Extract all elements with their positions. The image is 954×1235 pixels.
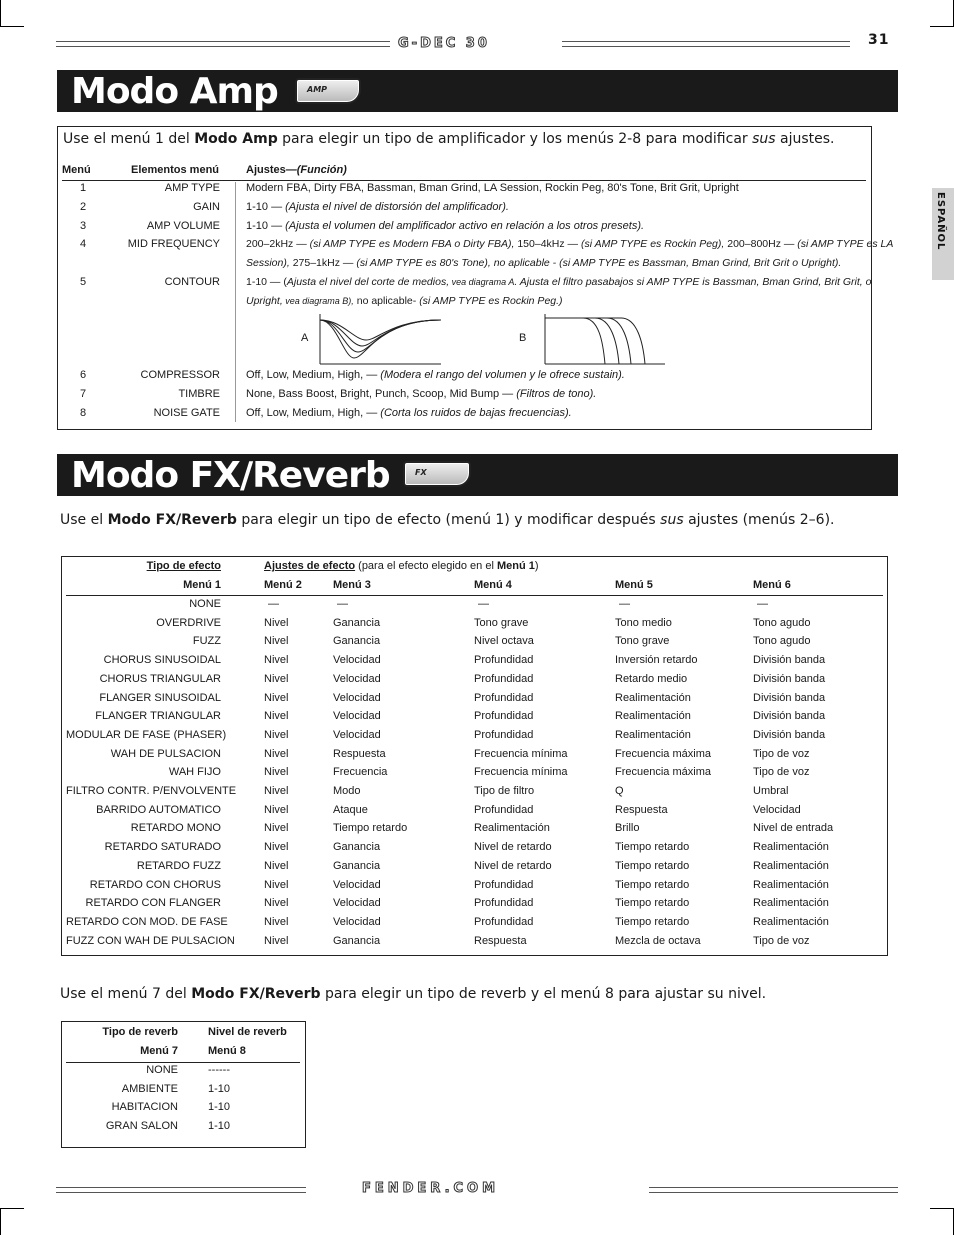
fx-cell-menu6: Umbral [753,785,789,797]
fx-cell-menu4: Nivel de retardo [474,841,552,854]
fx-cell-menu2: Nivel [264,691,289,704]
fx-cell-menu6: Tipo de voz [753,766,810,779]
fx-cell-menu4: Profundidad [474,878,534,891]
fx-cell-menu4: Nivel octava [474,635,534,648]
fx-effect-type: BARRIDO AUTOMATICO [96,803,221,816]
fx-cell-menu5: Realimentación [615,728,691,741]
fx-cell-menu2: Nivel [264,897,289,910]
footer-website: FENDER.COM [362,1181,500,1196]
fx-cell-menu3: Velocidad [333,915,381,928]
fx-cell-menu2: Nivel [264,672,289,685]
amp-col-menu-header: Menú [62,164,91,176]
fx-cell-menu5: Tiempo retardo [615,878,690,891]
fx-effect-type: FILTRO CONTR. P/ENVOLVENTE [66,785,237,797]
language-tab: ESPAÑOL [932,188,954,280]
fx-section-banner [57,454,898,496]
fx-cell-menu3: Ganancia [333,859,381,872]
amp-row-value: None, Bass Boost, Bright, Punch, Scoop, Mid Bump — (Filtros de tono). [246,388,597,400]
fx-cell-menu3: Velocidad [333,728,381,741]
fx-effect-type: WAH FIJO [168,766,221,779]
fx-cell-menu4: Frecuencia mínima [474,747,568,760]
amp-row-number: 8 [80,407,87,419]
amp-row-value: 1-10 — (Ajusta el volumen del amplificador activo en relación a los otros presets). [246,220,645,232]
fx-cell-menu6: Realimentación [753,878,829,891]
amp-row-number: 6 [80,369,87,381]
reverb-level: 1-10 [208,1120,231,1133]
diagram-a-label: A [301,332,309,344]
amp-row-value: 1-10 — (Ajusta el nivel de distorsión del amplificador). [246,201,509,213]
reverb-type: NONE [146,1064,178,1076]
fx-cell-menu4: Profundidad [474,710,534,723]
fx-cell-menu6: Tipo de voz [753,934,810,947]
fx-col-menu2-header: Menú 2 [264,579,302,591]
fx-cell-menu5: Inversión retardo [615,654,698,667]
diagram-b-label: B [519,332,527,344]
header-rule-right [562,40,850,49]
fx-cell-menu3: Ganancia [333,934,381,947]
fx-effect-type: RETARDO CON CHORUS [89,878,221,891]
amp-row-element: GAIN [193,201,220,213]
amp-row-value: Modern FBA, Dirty FBA, Bassman, Bman Grind, LA Session, Rockin Peg, 80's Tone, Brit Grit, Upright [246,182,739,194]
amp-row-element: MID FREQUENCY [127,238,220,250]
fx-cell-menu5: Mezcla de octava [615,934,701,947]
fx-cell-menu6: Realimentación [753,859,829,872]
fx-cell-menu6: — [757,598,768,610]
fx-effect-type: RETARDO CON MOD. DE FASE [66,915,228,928]
fx-effect-type: FUZZ CON WAH DE PULSACION [66,934,235,947]
fx-cell-menu3: Tiempo retardo [333,822,408,835]
fx-mode-button: FX [403,461,471,487]
fx-cell-menu6: Realimentación [753,841,829,854]
fx-cell-menu6: Realimentación [753,897,829,910]
amp-header-rule [62,180,866,181]
fx-effect-type: FUZZ [192,635,221,648]
fx-cell-menu3: Frecuencia [333,766,388,779]
fx-cell-menu2: Nivel [264,766,289,779]
fx-cell-menu3: Ganancia [333,635,381,648]
fx-col-menu4-header: Menú 4 [474,579,512,591]
fx-effect-type: RETARDO MONO [130,822,221,835]
fx-cell-menu2: Nivel [264,859,289,872]
fx-cell-menu6: Tipo de voz [753,747,810,760]
fx-effect-type: CHORUS TRIANGULAR [99,672,221,685]
amp-row-number: 5 [80,276,87,288]
fx-cell-menu2: Nivel [264,785,289,797]
reverb-col-menu7-header: Menú 7 [140,1045,178,1057]
fx-cell-menu5: — [619,598,630,610]
fx-cell-menu5: Tiempo retardo [615,859,690,872]
fx-cell-menu4: Tipo de filtro [474,785,535,797]
amp-col-elements-header: Elementos menú [131,164,220,176]
fx-cell-menu6: Velocidad [753,803,801,816]
fx-cell-menu5: Tiempo retardo [615,915,690,928]
reverb-type: HABITACION [111,1101,178,1114]
fx-cell-menu4: Profundidad [474,897,534,910]
fx-cell-menu5: Frecuencia máxima [615,747,711,760]
amp-row-element: AMP TYPE [164,182,220,194]
crop-mark [0,26,24,27]
fx-header-rule [66,595,883,596]
amp-col-settings-header: Ajustes—(Función) [246,164,347,176]
fx-cell-menu3: Ataque [333,803,368,816]
amp-row-value-cont: Session), 275–1kHz — (si AMP TYPE es 80's Tone), no aplicable - (si AMP TYPE es Bassman, Bman Grind, Brit Grit o Upright). [246,257,842,269]
fx-cell-menu6: División banda [753,710,826,723]
amp-row-number: 2 [80,201,87,213]
reverb-level: 1-10 [208,1082,231,1095]
fx-cell-menu3: Respuesta [333,747,386,760]
fx-effect-type: OVERDRIVE [156,616,221,629]
fx-cell-menu3: Modo [333,785,361,797]
fx-cell-menu2: — [268,598,279,610]
fx-cell-menu5: Realimentación [615,710,691,723]
footer-rule-left [56,1186,306,1195]
amp-row-element: TIMBRE [178,388,220,400]
fx-cell-menu3: Velocidad [333,691,381,704]
fx-cell-menu6: Realimentación [753,915,829,928]
fx-cell-menu4: Frecuencia mínima [474,766,568,779]
fx-cell-menu5: Tiempo retardo [615,897,690,910]
fx-intro: Use el Modo FX/Reverb para elegir un tipo de efecto (menú 1) y modificar después sus ajustes (menús 2–6). [60,512,835,528]
fx-cell-menu4: Tono grave [474,616,529,629]
reverb-col-type-header: Tipo de reverb [102,1026,178,1038]
fx-cell-menu3: Ganancia [333,616,381,629]
fx-effect-type: WAH DE PULSACION [110,747,221,760]
fx-cell-menu4: Realimentación [474,822,550,835]
fx-cell-menu3: Velocidad [333,672,381,685]
reverb-intro: Use el menú 7 del Modo FX/Reverb para elegir un tipo de reverb y el menú 8 para ajustar su nivel. [60,986,767,1002]
fx-cell-menu6: Tono agudo [753,616,811,629]
crop-mark [930,26,954,27]
amp-row-value: Off, Low, Medium, High, — (Corta los ruidos de bajas frecuencias). [246,407,572,419]
fx-settings-header: Ajustes de efecto (para el efecto elegido en el Menú 1) [264,560,539,572]
header-rule-left [56,40,390,49]
fx-cell-menu6: Nivel de entrada [753,822,834,835]
fx-cell-menu6: División banda [753,691,826,704]
amp-row-element: AMP VOLUME [146,220,220,232]
fx-cell-menu5: Realimentación [615,691,691,704]
fx-cell-menu3: Velocidad [333,654,381,667]
amp-row-number: 7 [80,388,87,400]
contour-diagram-a [318,312,443,366]
crop-mark [0,1208,1,1235]
reverb-type: AMBIENTE [121,1082,178,1095]
fx-cell-menu2: Nivel [264,841,289,854]
amp-section-banner [57,70,898,112]
fx-effect-type: FLANGER SINUSOIDAL [99,691,221,704]
fx-cell-menu2: Nivel [264,654,289,667]
fx-cell-menu6: Tono agudo [753,635,811,648]
amp-mode-button: AMP [295,78,361,104]
amp-row-number: 3 [80,220,87,232]
fx-cell-menu5: Tono medio [615,616,672,629]
fx-cell-menu4: Profundidad [474,654,534,667]
fx-section-title: Modo FX/Reverb [71,455,390,496]
fx-effect-type: CHORUS SINUSOIDAL [103,654,221,667]
reverb-col-level-header: Nivel de reverb [208,1026,287,1038]
amp-row-element: CONTOUR [164,276,220,288]
amp-row-number: 1 [80,182,87,194]
page-number: 31 [868,32,890,48]
amp-row-value: 1-10 — (Ajusta el nivel del corte de medios, vea diagrama A. Ajusta el filtro pasabajos si AMP TYPE is Bassman, Bman Grind, Brit Grit, o [246,276,872,288]
footer-rule-right [649,1186,898,1195]
fx-effect-type: RETARDO CON FLANGER [85,897,221,910]
fx-cell-menu3: Velocidad [333,897,381,910]
fx-cell-menu2: Nivel [264,822,289,835]
reverb-level: 1-10 [208,1101,231,1114]
reverb-type: GRAN SALON [105,1120,178,1133]
fx-cell-menu4: Profundidad [474,691,534,704]
fx-col-menu5-header: Menú 5 [615,579,653,591]
fx-cell-menu4: Nivel de retardo [474,859,552,872]
amp-row-value: 200–2kHz — (si AMP TYPE es Modern FBA o Dirty FBA), 150–4kHz — (si AMP TYPE es Rockin Peg), 200–800Hz — (si AMP TYPE es LA [246,238,894,250]
fx-effect-type: NONE [189,598,221,610]
fx-cell-menu5: Respuesta [615,803,668,816]
fx-cell-menu4: Profundidad [474,672,534,685]
fx-cell-menu2: Nivel [264,915,289,928]
reverb-header-rule [66,1062,300,1063]
crop-mark [930,1208,954,1209]
fx-cell-menu5: Frecuencia máxima [615,766,711,779]
amp-row-element: NOISE GATE [153,407,220,419]
fx-cell-menu6: División banda [753,654,826,667]
fx-cell-menu6: División banda [753,672,826,685]
fx-col-menu3-header: Menú 3 [333,579,371,591]
fx-cell-menu4: Respuesta [474,934,527,947]
fx-effect-type: FLANGER TRIANGULAR [95,710,221,723]
fx-cell-menu2: Nivel [264,710,289,723]
reverb-col-menu8-header: Menú 8 [208,1045,246,1057]
fx-col-menu1-header: Menú 1 [183,579,221,591]
fx-col-type-header: Tipo de efecto [146,560,221,572]
amp-row-element: COMPRESSOR [140,369,220,381]
fx-cell-menu5: Tono grave [615,635,670,648]
amp-column-divider [235,182,236,422]
fx-cell-menu5: Retardo medio [615,672,688,685]
fx-effect-type: RETARDO FUZZ [136,859,221,872]
fx-cell-menu4: Profundidad [474,728,534,741]
fx-cell-menu4: Profundidad [474,803,534,816]
fx-effect-type: RETARDO SATURADO [104,841,221,854]
crop-mark [0,0,1,27]
amp-intro: Use el menú 1 del Modo Amp para elegir un tipo de amplificador y los menús 2-8 para modificar sus ajustes. [63,131,835,147]
crop-mark [0,1208,24,1209]
fx-cell-menu5: Brillo [615,822,640,835]
fx-cell-menu2: Nivel [264,803,289,816]
amp-row-value-cont: Upright, vea diagrama B), no aplicable- (si AMP TYPE es Rockin Peg.) [246,295,563,307]
fx-cell-menu2: Nivel [264,728,289,741]
fx-cell-menu2: Nivel [264,747,289,760]
amp-section-title: Modo Amp [71,71,278,112]
amp-row-value: Off, Low, Medium, High, — (Modera el rango del volumen y le ofrece sustain). [246,369,625,381]
fx-cell-menu2: Nivel [264,635,289,648]
fx-cell-menu3: — [337,598,348,610]
fx-cell-menu2: Nivel [264,934,289,947]
header-brand: G-DEC 30 [398,36,490,51]
amp-row-number: 4 [80,238,87,250]
fx-cell-menu6: División banda [753,728,826,741]
fx-cell-menu5: Q [615,785,624,797]
fx-cell-menu5: Tiempo retardo [615,841,690,854]
fx-cell-menu3: Velocidad [333,878,381,891]
fx-cell-menu2: Nivel [264,616,289,629]
reverb-level: ------ [208,1064,230,1076]
fx-cell-menu3: Velocidad [333,710,381,723]
fx-cell-menu4: Profundidad [474,915,534,928]
fx-cell-menu2: Nivel [264,878,289,891]
fx-effect-type: MODULAR DE FASE (PHASER) [66,728,227,741]
fx-col-menu6-header: Menú 6 [753,579,791,591]
contour-diagram-b [543,312,667,366]
fx-cell-menu4: — [478,598,489,610]
fx-cell-menu3: Ganancia [333,841,381,854]
